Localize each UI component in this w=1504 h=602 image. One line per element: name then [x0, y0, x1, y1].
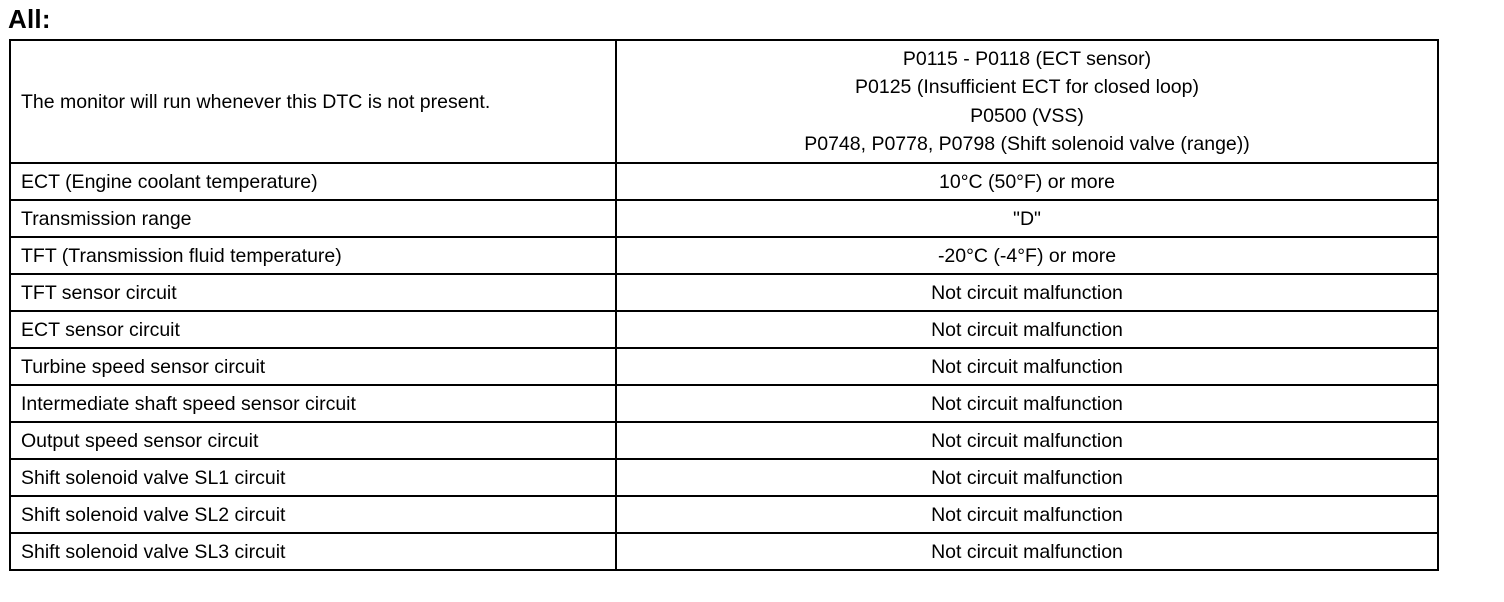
condition-value: Not circuit malfunction [616, 496, 1438, 533]
condition-value: Not circuit malfunction [616, 422, 1438, 459]
condition-label: Turbine speed sensor circuit [10, 348, 616, 385]
dtc-entry: P0115 - P0118 (ECT sensor) [902, 47, 1152, 70]
dtc-entry: P0500 (VSS) [970, 104, 1084, 127]
dtc-list-cell [616, 40, 1438, 163]
condition-value: Not circuit malfunction [616, 533, 1438, 570]
condition-label: TFT sensor circuit [10, 274, 616, 311]
table-row [10, 163, 1438, 200]
table-row [10, 40, 1438, 163]
dtc-entry: P0748, P0778, P0798 (Shift solenoid valve (range)) [804, 133, 1250, 155]
condition-value: Not circuit malfunction [616, 348, 1438, 385]
table-row [10, 385, 1438, 422]
condition-value: Not circuit malfunction [616, 311, 1438, 348]
table-row [10, 348, 1438, 385]
condition-label: Output speed sensor circuit [10, 422, 616, 459]
table-row [10, 459, 1438, 496]
condition-label: TFT (Transmission fluid temperature) [10, 237, 616, 274]
table-row [10, 200, 1438, 237]
condition-label: The monitor will run whenever this DTC is not present. [10, 40, 616, 163]
table-row [10, 422, 1438, 459]
section-heading: All: [8, 4, 51, 34]
condition-value: Not circuit malfunction [616, 459, 1438, 496]
condition-value: Not circuit malfunction [616, 385, 1438, 422]
condition-label: Transmission range [10, 200, 616, 237]
condition-value: Not circuit malfunction [616, 274, 1438, 311]
table-row [10, 274, 1438, 311]
condition-value: -20°C (-4°F) or more [616, 237, 1438, 274]
condition-label: Intermediate shaft speed sensor circuit [10, 385, 616, 422]
condition-label: Shift solenoid valve SL1 circuit [10, 459, 616, 496]
table-row [10, 533, 1438, 570]
table-row [10, 311, 1438, 348]
condition-value: "D" [616, 200, 1438, 237]
monitor-conditions-table [9, 39, 1439, 571]
table-row [10, 496, 1438, 533]
condition-value: 10°C (50°F) or more [616, 163, 1438, 200]
condition-label: Shift solenoid valve SL2 circuit [10, 496, 616, 533]
table-row [10, 237, 1438, 274]
condition-label: ECT sensor circuit [10, 311, 616, 348]
dtc-entry: P0125 (Insufficient ECT for closed loop) [855, 76, 1199, 98]
condition-label: ECT (Engine coolant temperature) [10, 163, 616, 200]
condition-label: Shift solenoid valve SL3 circuit [10, 533, 616, 570]
